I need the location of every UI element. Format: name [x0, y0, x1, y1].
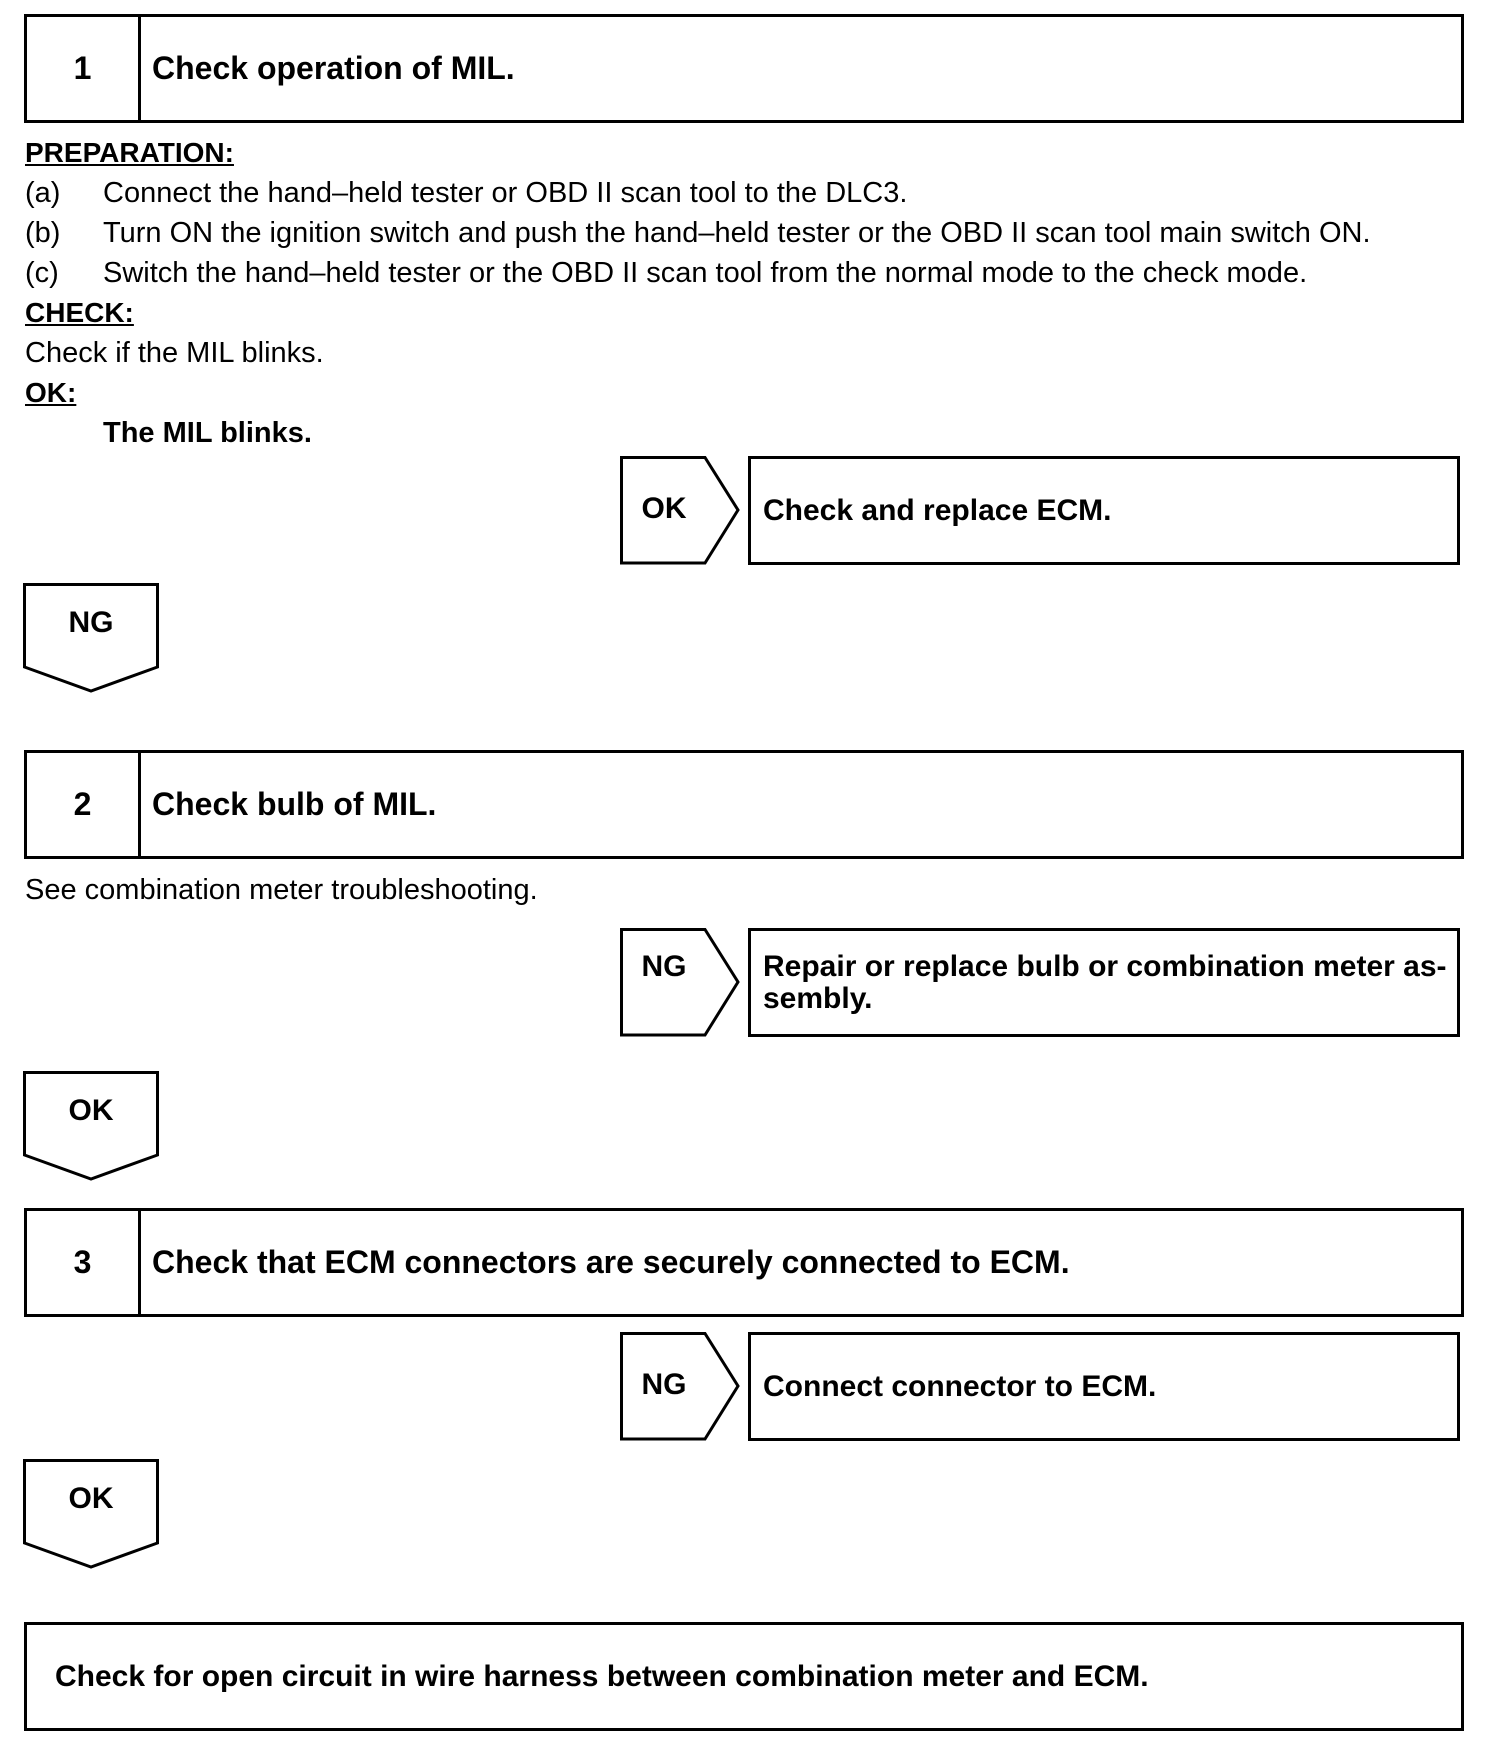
step-2-branch-action	[748, 928, 1460, 1037]
step-3-branch-action	[748, 1332, 1460, 1441]
step-3-header	[24, 1208, 1464, 1317]
step-1-down-tag: NG	[68, 606, 114, 639]
preparation-label: PREPARATION:	[25, 137, 234, 168]
prep-text-b: Turn ON the ignition switch and push the hand–held tester or the OBD II scan tool main switch ON.	[103, 217, 1371, 249]
step-1-branch-action	[748, 456, 1460, 565]
step-3-down-tag: OK	[68, 1482, 114, 1515]
step-3-number: 3	[27, 1211, 141, 1314]
step-2-header	[24, 750, 1464, 859]
check-label: CHECK:	[25, 297, 134, 328]
prep-text-a: Connect the hand–held tester or OBD II scan tool to the DLC3.	[103, 177, 908, 209]
step-1-branch-tag: OK	[641, 492, 687, 525]
step-1-title: Check operation of MIL.	[152, 50, 515, 86]
final-action-text: Check for open circuit in wire harness between combination meter and ECM.	[55, 1659, 1149, 1693]
prep-marker-c: (c)	[25, 257, 59, 289]
check-text: Check if the MIL blinks.	[25, 337, 324, 369]
step-3-branch-action-text: Connect connector to ECM.	[763, 1369, 1157, 1403]
step-2-down-tag: OK	[68, 1094, 114, 1127]
step-1-header	[24, 14, 1464, 123]
step-3-title: Check that ECM connectors are securely connected to ECM.	[152, 1244, 1070, 1280]
step-2-number: 2	[27, 753, 141, 856]
step-1-branch-action-text: Check and replace ECM.	[763, 493, 1112, 527]
step-3-branch-tag: NG	[641, 1368, 687, 1401]
step-2-note: See combination meter troubleshooting.	[25, 874, 538, 906]
ok-label: OK:	[25, 377, 77, 408]
step-2-title: Check bulb of MIL.	[152, 786, 437, 822]
step-1-number: 1	[27, 17, 141, 120]
prep-marker-a: (a)	[25, 177, 61, 209]
step-2-branch-tag: NG	[641, 950, 687, 983]
step-2-branch-action-line2: sembly.	[763, 982, 873, 1015]
final-action-box	[24, 1622, 1464, 1731]
ok-text: The MIL blinks.	[103, 417, 312, 449]
prep-text-c: Switch the hand–held tester or the OBD II scan tool from the normal mode to the check mode.	[103, 257, 1308, 289]
step-2-branch-action-line1: Repair or replace bulb or combination meter as-	[763, 950, 1447, 983]
prep-marker-b: (b)	[25, 217, 61, 249]
